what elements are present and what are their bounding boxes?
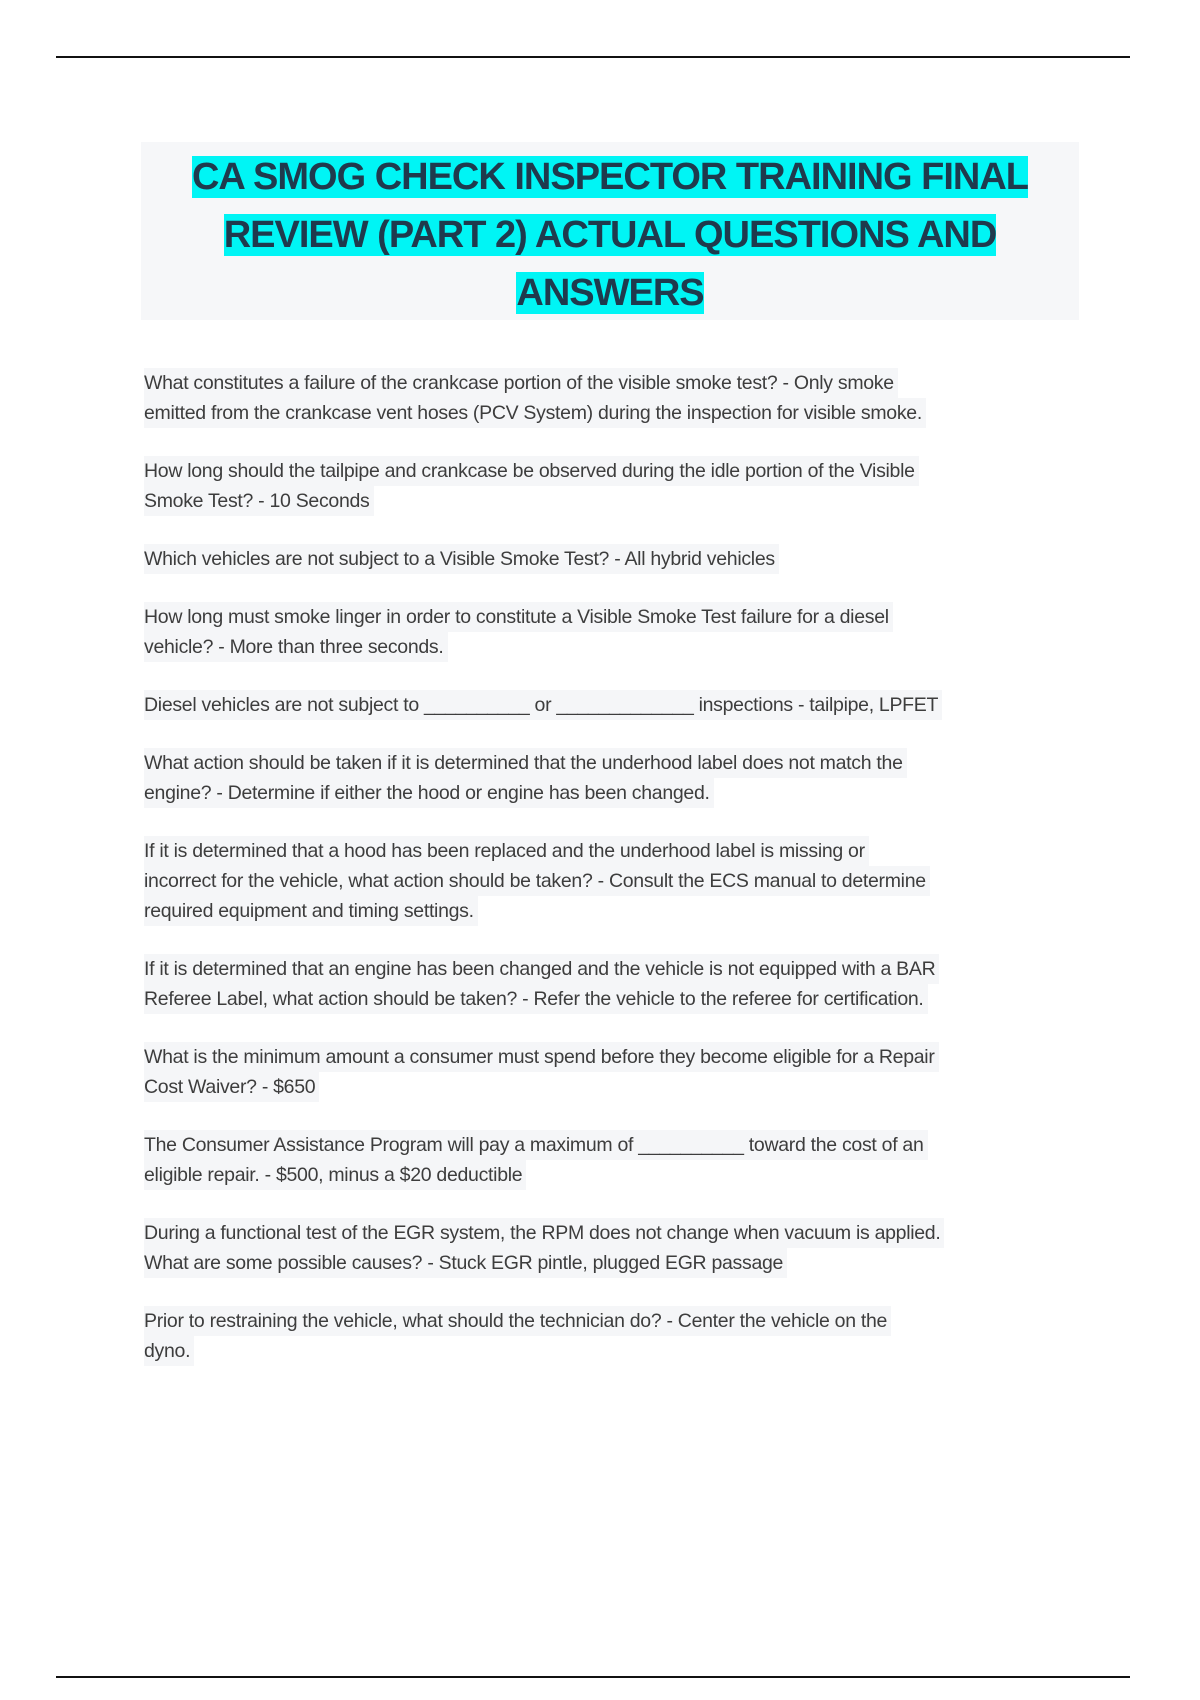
qa-line: vehicle? - More than three seconds. (144, 632, 448, 662)
qa-line: What constitutes a failure of the crankcase portion of the visible smoke test? - Only smoke (144, 368, 898, 398)
qa-line: Referee Label, what action should be taken? - Refer the vehicle to the referee for certification. (144, 984, 928, 1014)
qa-line: incorrect for the vehicle, what action should be taken? - Consult the ECS manual to determine (144, 866, 930, 896)
question-answer-item (144, 1042, 1094, 1102)
qa-line: What are some possible causes? - Stuck EGR pintle, plugged EGR passage (144, 1248, 787, 1278)
qa-line: How long must smoke linger in order to constitute a Visible Smoke Test failure for a diesel (144, 602, 893, 632)
question-answer-item (144, 690, 1094, 720)
question-answer-item (144, 748, 1094, 808)
question-answer-item (144, 954, 1094, 1014)
qa-line: If it is determined that a hood has been replaced and the underhood label is missing or (144, 836, 869, 866)
qa-line: What action should be taken if it is determined that the underhood label does not match the (144, 748, 907, 778)
title-block (141, 142, 1079, 320)
qa-line: engine? - Determine if either the hood or engine has been changed. (144, 778, 714, 808)
question-answer-item (144, 602, 1094, 662)
question-answer-item (144, 368, 1094, 428)
qa-line: Smoke Test? - 10 Seconds (144, 486, 374, 516)
qa-line: dyno. (144, 1336, 194, 1366)
question-answer-item (144, 836, 1094, 926)
qa-line: During a functional test of the EGR system, the RPM does not change when vacuum is applied. (144, 1218, 944, 1248)
qa-line: eligible repair. - $500, minus a $20 deductible (144, 1160, 526, 1190)
qa-line: Which vehicles are not subject to a Visible Smoke Test? - All hybrid vehicles (144, 544, 779, 574)
qa-line: The Consumer Assistance Program will pay a maximum of __________ toward the cost of an (144, 1130, 928, 1160)
qa-line: required equipment and timing settings. (144, 896, 478, 926)
qa-line: Diesel vehicles are not subject to __________ or _____________ inspections - tailpipe, LPFET (144, 690, 942, 720)
qa-line: What is the minimum amount a consumer must spend before they become eligible for a Repair (144, 1042, 939, 1072)
question-answer-item (144, 1130, 1094, 1190)
question-answer-item (144, 1306, 1094, 1366)
question-answer-item (144, 456, 1094, 516)
footer-rule (56, 1676, 1130, 1678)
qa-line: Cost Waiver? - $650 (144, 1072, 319, 1102)
document-title (141, 142, 1079, 322)
qa-line: How long should the tailpipe and crankcase be observed during the idle portion of the Visible (144, 456, 919, 486)
question-answer-list (144, 368, 1094, 1394)
qa-line: Prior to restraining the vehicle, what should the technician do? - Center the vehicle on the (144, 1306, 891, 1336)
document-title-text: CA SMOG CHECK INSPECTOR TRAINING FINAL REVIEW (PART 2) ACTUAL QUESTIONS AND ANSWERS (191, 156, 1029, 314)
header-rule (56, 56, 1130, 58)
qa-line: If it is determined that an engine has been changed and the vehicle is not equipped with a BAR (144, 954, 939, 984)
question-answer-item (144, 544, 1094, 574)
question-answer-item (144, 1218, 1094, 1278)
qa-line: emitted from the crankcase vent hoses (PCV System) during the inspection for visible smoke. (144, 398, 926, 428)
